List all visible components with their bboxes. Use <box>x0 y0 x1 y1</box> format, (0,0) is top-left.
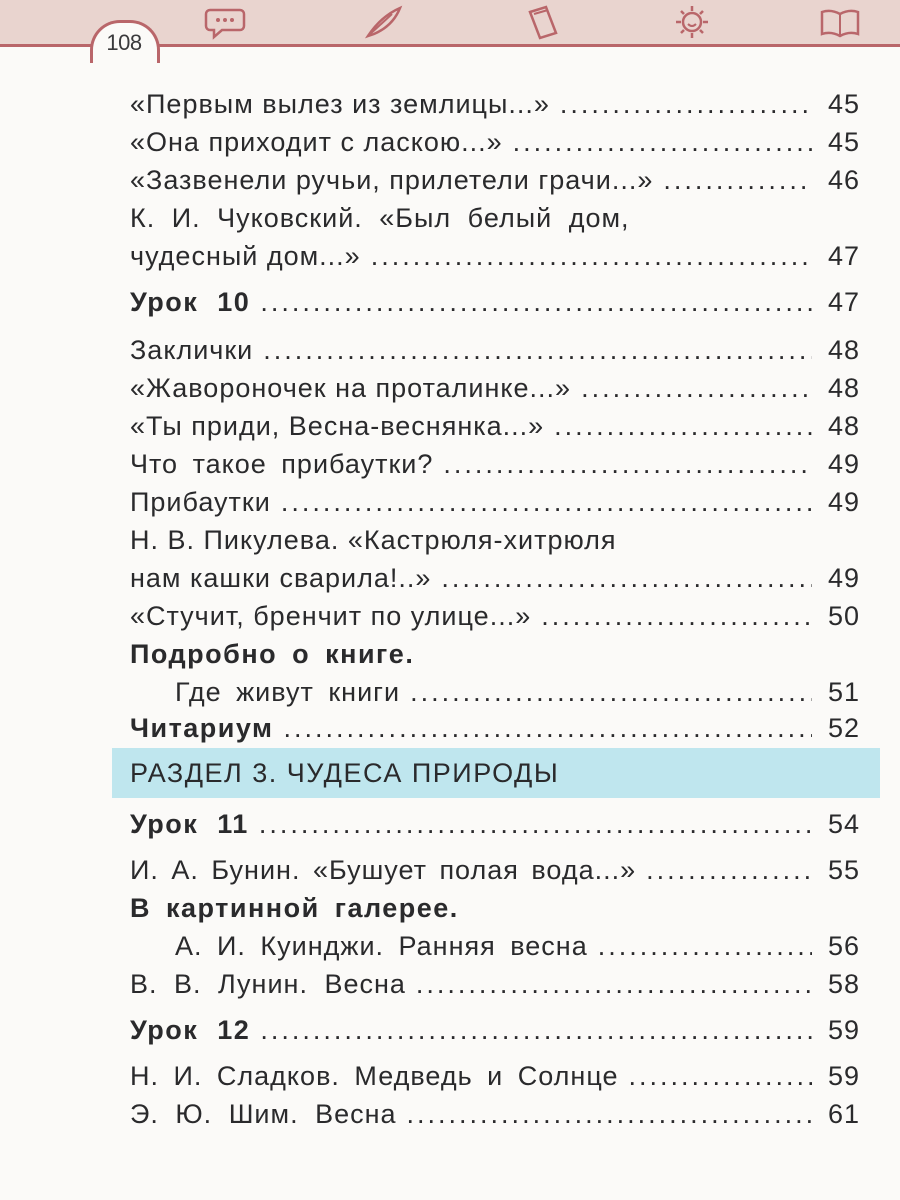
toc-entry[interactable] <box>175 676 860 708</box>
toc-entry-page: 49 <box>827 449 860 479</box>
toc-entry-page: 47 <box>827 241 860 271</box>
toc-entry[interactable] <box>130 486 860 518</box>
toc-entry-title: «Зазвенели ручьи, прилетели грачи...» <box>130 165 654 195</box>
toc-entry-lesson[interactable] <box>130 286 860 318</box>
toc-entry-page: 45 <box>827 89 860 119</box>
toc-entry-title: В. В. Лунин. Весна <box>130 969 406 999</box>
leader-dots <box>263 334 812 366</box>
leader-dots <box>541 600 812 632</box>
toc-entry-title: Где живут книги <box>175 677 401 707</box>
toc-entry-page: 59 <box>827 1061 860 1091</box>
toc-entry[interactable] <box>130 968 860 1000</box>
toc-entry-heading[interactable] <box>130 892 730 924</box>
toc-entry-heading[interactable] <box>130 638 730 670</box>
toc-entry[interactable] <box>130 372 860 404</box>
toc-entry-title: Прибаутки <box>130 487 271 517</box>
toc-entry[interactable] <box>130 240 860 272</box>
leader-dots <box>281 486 812 518</box>
leader-dots <box>407 1098 812 1130</box>
leader-dots <box>284 712 812 744</box>
toc-entry-page: 54 <box>827 809 860 839</box>
toc-entry-page: 48 <box>827 373 860 403</box>
leader-dots <box>410 676 812 708</box>
leader-dots <box>629 1060 812 1092</box>
leader-dots <box>443 448 812 480</box>
toc-entry-page: 46 <box>827 165 860 195</box>
toc-entry-page: 48 <box>827 411 860 441</box>
toc-entry-title: Н. И. Сладков. Медведь и Солнце <box>130 1061 619 1091</box>
toc-entry[interactable] <box>130 600 860 632</box>
toc-entry-title: «Она приходит с ласкою...» <box>130 127 503 157</box>
toc-entry[interactable] <box>130 448 860 480</box>
toc-entry[interactable] <box>130 524 730 556</box>
toc-entry-title: Э. Ю. Шим. Весна <box>130 1099 397 1129</box>
toc-entry[interactable] <box>175 930 860 962</box>
toc-entry-title: Заклички <box>130 335 254 365</box>
toc-entry-title: «Первым вылез из землицы...» <box>130 89 550 119</box>
leader-dots <box>260 1014 812 1046</box>
toc-entry-title: чудесный дом...» <box>130 241 361 271</box>
toc-entry-title: Урок 10 <box>130 287 251 317</box>
toc-entry-page: 58 <box>827 969 860 999</box>
toc-entry-page: 61 <box>827 1099 860 1129</box>
leader-dots <box>554 410 812 442</box>
toc-entry[interactable] <box>130 126 860 158</box>
toc-entry-title: В картинной галерее. <box>130 893 459 923</box>
toc-entry-heading[interactable] <box>130 712 860 744</box>
leader-dots <box>441 562 812 594</box>
toc-entry-page: 48 <box>827 335 860 365</box>
toc-entry-page: 51 <box>827 677 860 707</box>
toc-entry-page: 52 <box>827 713 860 743</box>
toc-entry-page: 49 <box>827 487 860 517</box>
toc-entry-title: Подробно о книге. <box>130 639 415 669</box>
leader-dots <box>416 968 812 1000</box>
toc-entry-title: «Жавороночек на проталинке...» <box>130 373 572 403</box>
toc-entry-title: Читариум <box>130 713 274 743</box>
toc-entry[interactable] <box>130 1060 860 1092</box>
toc-entry-title: Что такое прибаутки? <box>130 449 434 479</box>
leader-dots <box>371 240 812 272</box>
toc-entry-title: «Ты приди, Весна-веснянка...» <box>130 411 545 441</box>
toc-entry[interactable] <box>130 164 860 196</box>
toc-entry-title: И. А. Бунин. «Бушует полая вода...» <box>130 855 637 885</box>
toc-entry-title: «Стучит, бренчит по улице...» <box>130 601 532 631</box>
leader-dots <box>259 808 812 840</box>
leader-dots <box>581 372 812 404</box>
toc-entry-title: Урок 12 <box>130 1015 251 1045</box>
toc-entry[interactable] <box>130 334 860 366</box>
leader-dots <box>598 930 812 962</box>
toc-entry[interactable] <box>130 1098 860 1130</box>
toc-entry-title: Н. В. Пикулева. «Кастрюля-хитрюля <box>130 525 617 555</box>
leader-dots <box>663 164 812 196</box>
toc-entry[interactable] <box>130 562 860 594</box>
toc-entry[interactable] <box>130 410 860 442</box>
toc-entry-title: А. И. Куинджи. Ранняя весна <box>175 931 588 961</box>
toc-entry-page: 49 <box>827 563 860 593</box>
toc-entry-title: К. И. Чуковский. «Был белый дом, <box>130 203 630 233</box>
leader-dots <box>560 88 812 120</box>
toc-entry-page: 50 <box>827 601 860 631</box>
toc-entry-page: 56 <box>827 931 860 961</box>
toc-entry-lesson[interactable] <box>130 808 860 840</box>
toc-entry[interactable] <box>130 88 860 120</box>
page-number: 108 <box>106 30 142 55</box>
toc-entry-page: 59 <box>827 1015 860 1045</box>
toc-entry[interactable] <box>130 854 860 886</box>
toc-entry-page: 47 <box>827 287 860 317</box>
leader-dots <box>646 854 812 886</box>
toc-entry-title: нам кашки сварила!..» <box>130 563 432 593</box>
leader-dots <box>260 286 812 318</box>
section-title: РАЗДЕЛ 3. ЧУДЕСА ПРИРОДЫ <box>130 758 560 788</box>
toc-entry-title: Урок 11 <box>130 809 249 839</box>
toc-entry-page: 45 <box>827 127 860 157</box>
leader-dots <box>513 126 812 158</box>
toc-entry-lesson[interactable] <box>130 1014 860 1046</box>
toc-entry[interactable] <box>130 202 730 234</box>
toc-entry-page: 55 <box>827 855 860 885</box>
